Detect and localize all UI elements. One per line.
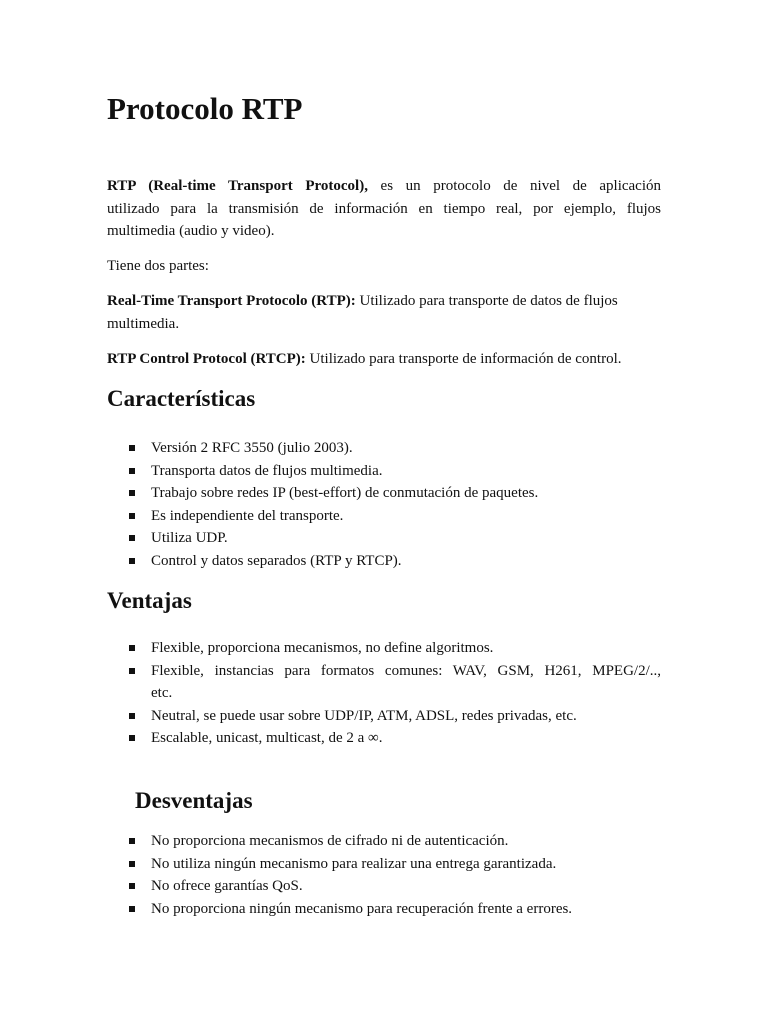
heading-caracteristicas: Características <box>107 386 256 411</box>
square-bullet-icon <box>129 645 135 651</box>
list-item <box>0 898 768 921</box>
square-bullet-icon <box>129 490 135 496</box>
part-rtp-line-2: multimedia. <box>107 315 180 332</box>
list-item-text: Trabajo sobre redes IP (best-effort) de conmutación de paquetes. <box>151 485 539 501</box>
part-rtcp-paragraph <box>107 348 661 371</box>
square-bullet-icon <box>129 713 135 719</box>
list-item-text: Control y datos separados (RTP y RTCP). <box>151 552 402 569</box>
list-item-text: Versión 2 RFC 3550 (julio 2003). <box>151 440 353 456</box>
list-item-text: No ofrece garantías QoS. <box>151 878 303 894</box>
part-rtp-bold: Real-Time Transport Protocolo (RTP): <box>107 293 356 309</box>
square-bullet-icon <box>129 445 135 451</box>
list-item <box>0 853 768 876</box>
square-bullet-icon <box>129 735 135 741</box>
list-item-text-line-2: etc. <box>151 685 173 701</box>
list-item-text: Es independiente del transporte. <box>151 507 344 524</box>
square-bullet-icon <box>129 535 135 541</box>
list-item <box>0 637 768 660</box>
square-bullet-icon <box>129 513 135 519</box>
list-item <box>0 527 768 550</box>
list-item <box>0 550 768 573</box>
list-item <box>0 727 768 750</box>
list-item-text: Utiliza UDP. <box>151 530 228 546</box>
list-item-text: Escalable, unicast, multicast, de 2 a ∞. <box>151 730 383 746</box>
list-item <box>0 482 768 505</box>
list-desventajas <box>0 830 768 920</box>
intro-paragraph <box>107 175 661 243</box>
square-bullet-icon <box>129 883 135 889</box>
part-rtp-line-1 <box>107 290 661 313</box>
page-title: Protocolo RTP <box>107 91 303 126</box>
intro-line-2: utilizado para la transmisión de información en tiempo real, por ejemplo, flujos <box>107 200 661 217</box>
list-item-text: No proporciona ningún mecanismo para recuperación frente a errores. <box>151 900 573 917</box>
part-rtcp-bold: RTP Control Protocol (RTCP): <box>107 351 306 367</box>
intro-line-3: multimedia (audio y video). <box>107 223 275 239</box>
heading-desventajas: Desventajas <box>135 788 253 813</box>
square-bullet-icon <box>129 558 135 564</box>
list-item <box>0 505 768 528</box>
list-item <box>0 830 768 853</box>
part-rtcp-line <box>107 348 661 371</box>
square-bullet-icon <box>129 861 135 867</box>
heading-ventajas: Ventajas <box>107 588 192 613</box>
part-rtp-paragraph <box>107 290 661 335</box>
intro-text-1: es un protocolo de nivel de aplicación <box>380 178 661 194</box>
list-item-text-line-1: Flexible, instancias para formatos comunes: WAV, GSM, H261, MPEG/2/.., <box>151 662 661 679</box>
list-item-text: Neutral, se puede usar sobre UDP/IP, ATM, ADSL, redes privadas, etc. <box>151 707 577 724</box>
list-item <box>0 437 768 460</box>
list-item-text: No proporciona mecanismos de cifrado ni de autenticación. <box>151 833 509 849</box>
part-rtcp-text: Utilizado para transporte de información de control. <box>309 351 622 367</box>
list-item <box>0 705 768 728</box>
intro-line-1 <box>107 175 661 198</box>
list-item <box>0 660 768 705</box>
list-item-text: Flexible, proporciona mecanismos, no define algoritmos. <box>151 640 494 656</box>
part-rtp-text-1: Utilizado para transporte de datos de flujos <box>359 293 618 309</box>
list-item-text: No utiliza ningún mecanismo para realizar una entrega garantizada. <box>151 855 557 872</box>
square-bullet-icon <box>129 838 135 844</box>
square-bullet-icon <box>129 468 135 474</box>
list-ventajas <box>0 637 768 750</box>
list-caracteristicas <box>0 437 768 572</box>
list-item <box>0 875 768 898</box>
parts-intro: Tiene dos partes: <box>107 258 209 274</box>
intro-bold-term: RTP (Real-time Transport Protocol), <box>107 178 368 194</box>
list-item <box>0 460 768 483</box>
list-item-text: Transporta datos de flujos multimedia. <box>151 462 383 479</box>
square-bullet-icon <box>129 668 135 674</box>
square-bullet-icon <box>129 906 135 912</box>
